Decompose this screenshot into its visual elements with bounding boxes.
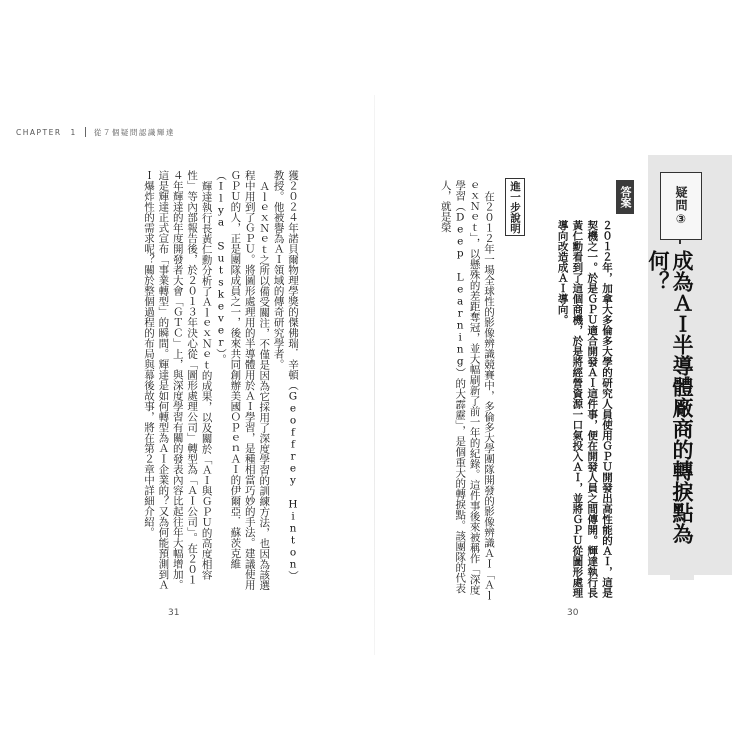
- question-badge: 疑問③: [660, 172, 702, 240]
- answer-paragraph: ２０１２年，加拿大多倫多大學的研究人員使用ＧＰＵ開發出高性能的ＡＩ，這是契機之一。於是ＧＰＵ適合開發ＡＩ這件事，便在開發人員之間傳開。輝達執行長黃仁勳看到了這個商機，於是將經營資源一口氣投入ＡＩ，並將ＧＰＵ從圖形處理導向改造成ＡＩ導向。: [556, 220, 613, 598]
- question-title: 成為ＡＩ半導體廠商的轉捩點為何？: [670, 244, 694, 580]
- body-paragraph: 輝達執行長黃仁勳分析了ＡｌｅｘＮｅｔ的成果，以及關於「ＡＩ與ＧＰＵ的高度相容性」等內部報告後，於２０１３年決心從「圖形處理公司」轉型為「ＡＩ公司」。在２０１４年輝達的年度開發者大會「ＧＴＣ」上，與深度學習有關的發表內容比起往年大幅增加。這是輝達正式宣布「事業轉型」的瞬間。輝達是如何轉型為ＡＩ企業的？又為何能預測到ＡＩ爆炸性的需求呢？關於整個過程的布局與幕後故事，將在第２章中詳細介紹。: [142, 170, 213, 590]
- answer-text: [540, 220, 614, 600]
- further-explanation-badge: 進一步說明: [505, 178, 525, 236]
- page-number-right: 30: [567, 608, 579, 618]
- page-gutter: [374, 95, 375, 655]
- chapter-title: 從７個疑問認識輝達: [93, 127, 175, 137]
- body-paragraph: 在２０１２年一場全球性的影像辨識競賽中，多倫多大學團隊開發的影像辨識ＡＩ「ＡｌｅｘＮｅｔ」，以懸殊的差距奪冠，並大幅刷新了前一年的紀錄。這件事後來被稱作「深度學習（Deep Learning）的大霹靂」，是個重大的轉捩點。該團隊的代表人，就是榮: [440, 180, 495, 600]
- answer-badge: 答案: [616, 180, 634, 214]
- further-explanation-text: [440, 180, 496, 600]
- running-head-divider: [85, 127, 86, 137]
- body-paragraph: ＡｌｅｘＮｅｔ之所以備受關注，不僅是因為它採用了深度學習的訓練方法，也因為該選程中用到了ＧＰＵ。將圖形處理用的半導體用於ＡＩ學習，是種相當巧妙的手法。建議使用ＧＰＵ的人，正是團隊成員之一，後來共同創辦美國ＯｐｅｎＡＩ的伊爾亞．蘇茨克維（Ilya Sutskever）。: [214, 170, 271, 590]
- chapter-label: CHAPTER 1: [16, 127, 77, 137]
- running-head: [16, 125, 175, 139]
- left-page-body: [86, 170, 300, 590]
- body-paragraph: 獲２０２４年諾貝爾物理學獎的傑佛瑞．辛頓（Geoffrey Hinton）教授。他被譽為ＡＩ領域的傳奇研究學者。: [272, 170, 299, 581]
- page-number-left: 31: [168, 608, 180, 618]
